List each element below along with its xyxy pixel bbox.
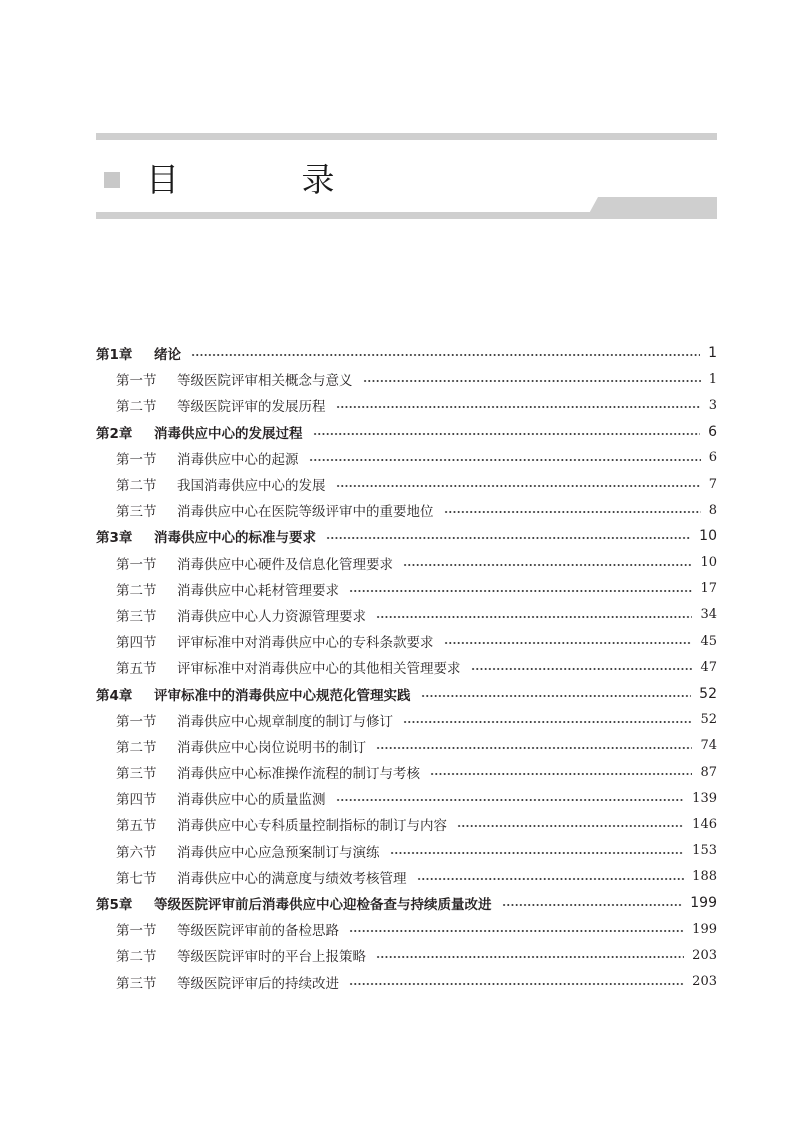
toc-entry-title: 消毒供应中心的发展过程: [154, 425, 303, 442]
toc-entry-number: 第二节: [116, 949, 157, 966]
toc-entry-page: 17: [700, 581, 717, 597]
toc-entry-number: 第二节: [116, 399, 157, 416]
toc-section-entry[interactable]: [96, 916, 717, 942]
toc-entry-number: 第四节: [116, 792, 157, 809]
toc-entry-number: 第二节: [116, 739, 157, 756]
toc-entry-page: 47: [700, 659, 717, 675]
dot-leader: [444, 511, 701, 513]
table-of-contents: [96, 340, 717, 995]
toc-entry-page: 3: [708, 397, 717, 413]
dot-leader: [403, 564, 692, 566]
toc-section-entry[interactable]: [96, 785, 717, 811]
dot-leader: [417, 878, 685, 880]
toc-entry-page: 8: [708, 502, 717, 518]
toc-entry-page: 139: [692, 790, 717, 806]
toc-entry-title: 消毒供应中心专科质量控制指标的制订与内容: [177, 818, 447, 835]
toc-entry-page: 153: [692, 843, 717, 859]
dot-leader: [191, 354, 700, 356]
toc-section-entry[interactable]: [96, 392, 717, 418]
toc-entry-title: 消毒供应中心标准操作流程的制订与考核: [177, 766, 420, 783]
dot-leader: [421, 695, 692, 697]
toc-section-entry[interactable]: [96, 707, 717, 733]
toc-entry-title: 消毒供应中心耗材管理要求: [177, 582, 339, 599]
toc-section-entry[interactable]: [96, 366, 717, 392]
toc-entry-page: 1: [708, 371, 717, 387]
toc-entry-number: 第4章: [96, 687, 133, 704]
toc-entry-title: 消毒供应中心的起源: [177, 451, 299, 468]
toc-chapter-entry[interactable]: [96, 680, 717, 706]
dot-leader: [376, 616, 692, 618]
toc-entry-number: 第2章: [96, 425, 133, 442]
toc-chapter-entry[interactable]: [96, 890, 717, 916]
toc-chapter-entry[interactable]: [96, 419, 717, 445]
dot-leader: [444, 642, 693, 644]
toc-entry-number: 第三节: [116, 975, 157, 992]
header-bottom-rule: [96, 212, 717, 219]
dot-leader: [363, 380, 701, 382]
toc-entry-page: 6: [708, 423, 717, 440]
toc-entry-title: 消毒供应中心在医院等级评审中的重要地位: [177, 504, 434, 521]
dot-leader: [376, 956, 684, 958]
toc-entry-page: 34: [700, 607, 717, 623]
dot-leader: [457, 825, 684, 827]
toc-section-entry[interactable]: [96, 811, 717, 837]
toc-entry-title: 评审标准中对消毒供应中心的专科条款要求: [177, 635, 434, 652]
toc-entry-number: 第5章: [96, 897, 133, 914]
toc-section-entry[interactable]: [96, 969, 717, 995]
dot-leader: [390, 852, 685, 854]
toc-entry-number: 第四节: [116, 635, 157, 652]
toc-entry-page: 52: [700, 712, 717, 728]
toc-entry-title: 消毒供应中心的标准与要求: [154, 530, 316, 547]
toc-entry-page: 10: [699, 528, 717, 545]
toc-entry-title: 消毒供应中心硬件及信息化管理要求: [177, 556, 393, 573]
toc-entry-number: 第1章: [96, 347, 133, 364]
toc-entry-number: 第六节: [116, 844, 157, 861]
toc-entry-number: 第五节: [116, 818, 157, 835]
toc-section-entry[interactable]: [96, 942, 717, 968]
toc-entry-page: 52: [699, 685, 717, 702]
toc-section-entry[interactable]: [96, 759, 717, 785]
toc-section-entry[interactable]: [96, 602, 717, 628]
toc-entry-number: 第3章: [96, 530, 133, 547]
toc-entry-page: 199: [690, 895, 717, 912]
toc-section-entry[interactable]: [96, 471, 717, 497]
dot-leader: [349, 983, 684, 985]
page-title: 目 录: [146, 160, 391, 199]
toc-entry-title: 评审标准中对消毒供应中心的其他相关管理要求: [177, 661, 461, 678]
header-top-rule: [96, 133, 717, 140]
toc-entry-page: 10: [700, 555, 717, 571]
toc-entry-title: 消毒供应中心的满意度与绩效考核管理: [177, 870, 407, 887]
dot-leader: [502, 904, 683, 906]
toc-entry-title: 等级医院评审后的持续改进: [177, 975, 339, 992]
dot-leader: [313, 433, 701, 435]
toc-entry-number: 第一节: [116, 451, 157, 468]
toc-entry-title: 等级医院评审时的平台上报策略: [177, 949, 366, 966]
toc-entry-page: 199: [692, 921, 717, 937]
toc-entry-number: 第五节: [116, 661, 157, 678]
toc-section-entry[interactable]: [96, 838, 717, 864]
toc-entry-title: 评审标准中的消毒供应中心规范化管理实践: [154, 687, 411, 704]
toc-entry-page: 1: [708, 345, 717, 362]
toc-entry-page: 188: [692, 869, 717, 885]
toc-entry-title: 等级医院评审的发展历程: [177, 399, 326, 416]
dot-leader: [403, 721, 692, 723]
toc-entry-number: 第七节: [116, 870, 157, 887]
toc-entry-number: 第一节: [116, 556, 157, 573]
toc-entry-number: 第一节: [116, 713, 157, 730]
toc-entry-page: 7: [708, 476, 717, 492]
toc-section-entry[interactable]: [96, 654, 717, 680]
toc-entry-title: 消毒供应中心规章制度的制订与修订: [177, 713, 393, 730]
toc-entry-number: 第三节: [116, 504, 157, 521]
toc-section-entry[interactable]: [96, 864, 717, 890]
dot-leader: [336, 406, 701, 408]
toc-entry-title: 等级医院评审前的备检思路: [177, 923, 339, 940]
toc-entry-title: 消毒供应中心的质量监测: [177, 792, 326, 809]
toc-entry-page: 45: [700, 633, 717, 649]
toc-entry-title: 等级医院评审相关概念与意义: [177, 373, 353, 390]
toc-chapter-entry[interactable]: [96, 523, 717, 549]
dot-leader: [309, 459, 701, 461]
toc-entry-title: 我国消毒供应中心的发展: [177, 478, 326, 495]
dot-leader: [349, 930, 684, 932]
toc-entry-title: 消毒供应中心人力资源管理要求: [177, 608, 366, 625]
toc-entry-page: 203: [692, 974, 717, 990]
toc-entry-title: 绪论: [154, 347, 181, 364]
toc-chapter-entry[interactable]: [96, 340, 717, 366]
toc-entry-number: 第一节: [116, 923, 157, 940]
dot-leader: [349, 590, 692, 592]
dot-leader: [336, 799, 685, 801]
toc-entry-page: 74: [700, 738, 717, 754]
toc-entry-number: 第二节: [116, 582, 157, 599]
toc-entry-title: 消毒供应中心岗位说明书的制订: [177, 739, 366, 756]
toc-section-entry[interactable]: [96, 733, 717, 759]
toc-entry-page: 146: [692, 816, 717, 832]
dot-leader: [376, 747, 692, 749]
toc-entry-number: 第三节: [116, 766, 157, 783]
toc-entry-number: 第三节: [116, 608, 157, 625]
dot-leader: [430, 773, 692, 775]
dot-leader: [326, 537, 691, 539]
title-square-icon: [104, 172, 120, 188]
toc-section-entry[interactable]: [96, 445, 717, 471]
toc-entry-page: 87: [700, 764, 717, 780]
toc-section-entry[interactable]: [96, 497, 717, 523]
dot-leader: [336, 485, 701, 487]
toc-entry-page: 6: [708, 450, 717, 466]
toc-entry-title: 消毒供应中心应急预案制订与演练: [177, 844, 380, 861]
toc-entry-title: 等级医院评审前后消毒供应中心迎检备查与持续质量改进: [154, 897, 492, 914]
dot-leader: [471, 668, 693, 670]
toc-section-entry[interactable]: [96, 628, 717, 654]
toc-entry-number: 第一节: [116, 373, 157, 390]
toc-section-entry[interactable]: [96, 550, 717, 576]
toc-entry-number: 第二节: [116, 478, 157, 495]
toc-entry-page: 203: [692, 947, 717, 963]
toc-section-entry[interactable]: [96, 576, 717, 602]
